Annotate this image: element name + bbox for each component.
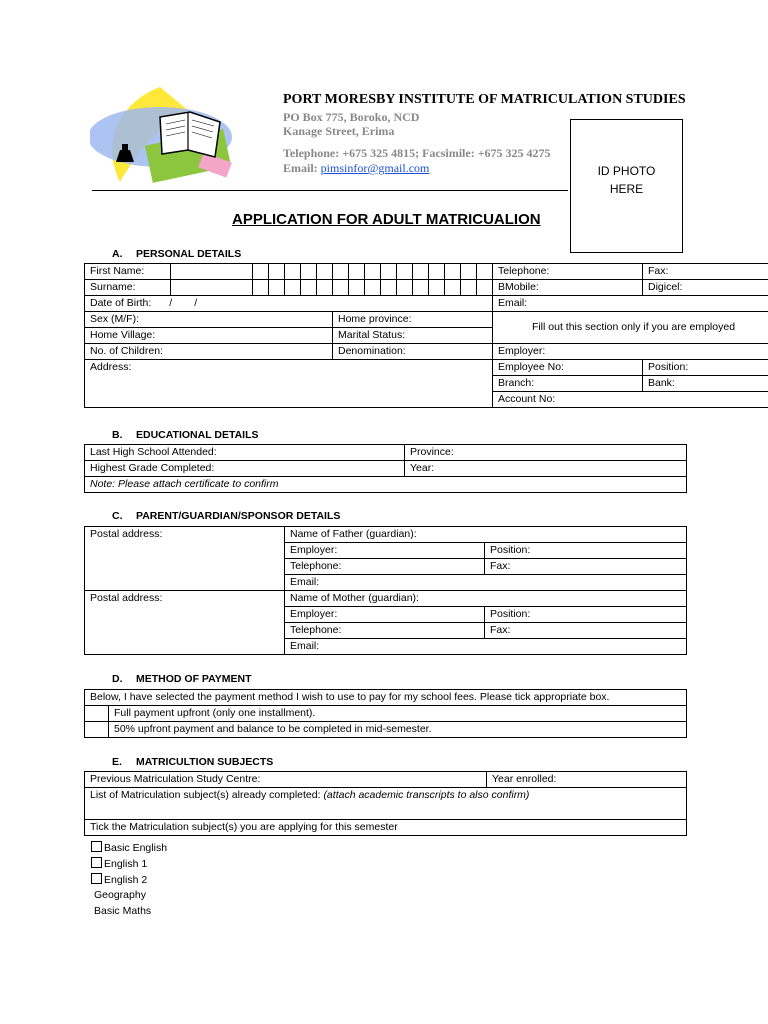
home-village-field[interactable]: Home Village:	[85, 328, 333, 344]
section-b-heading: B. EDUCATIONAL DETAILS	[112, 429, 259, 441]
email-link[interactable]: pimsinfor@gmail.com	[320, 161, 430, 175]
mother-position-field[interactable]: Position:	[485, 607, 687, 623]
mother-employer-field[interactable]: Employer:	[285, 607, 485, 623]
payment-intro: Below, I have selected the payment method I wish to use to pay for my school fees. Please tick appropriate box.	[85, 690, 687, 706]
subject-english-2[interactable]: English 2	[91, 873, 147, 886]
subjects-table	[84, 771, 687, 836]
personal-details-table	[84, 263, 768, 408]
subject-basic-english[interactable]: Basic English	[91, 841, 167, 854]
mother-name-field[interactable]: Name of Mother (guardian):	[285, 591, 687, 607]
id-photo-box	[570, 119, 683, 253]
section-a-heading: A. PERSONAL DETAILS	[112, 248, 242, 260]
branch-field[interactable]: Branch:	[493, 376, 643, 392]
father-position-field[interactable]: Position:	[485, 543, 687, 559]
subject-geography[interactable]: Geography	[94, 889, 146, 901]
checkbox-icon[interactable]	[91, 841, 102, 852]
home-province-field[interactable]: Home province:	[333, 312, 493, 328]
address-field[interactable]: Address:	[85, 360, 493, 408]
full-payment-checkbox[interactable]	[85, 706, 109, 722]
mother-postal-field[interactable]: Postal address:	[85, 591, 285, 655]
mother-email-field[interactable]: Email:	[285, 639, 687, 655]
position-field[interactable]: Position:	[643, 360, 768, 376]
email-field[interactable]: Email:	[493, 296, 768, 312]
subject-basic-maths[interactable]: Basic Maths	[94, 905, 152, 917]
school-field[interactable]: Last High School Attended:	[85, 445, 405, 461]
employed-note: Fill out this section only if you are employed	[493, 312, 768, 344]
father-email-field[interactable]: Email:	[285, 575, 687, 591]
mother-fax-field[interactable]: Fax:	[485, 623, 687, 639]
surname-label: Surname:	[85, 280, 171, 296]
mother-telephone-field[interactable]: Telephone:	[285, 623, 485, 639]
marital-status-field[interactable]: Marital Status:	[333, 328, 493, 344]
sex-field[interactable]: Sex (M/F):	[85, 312, 333, 328]
certificate-note: Note: Please attach certificate to confirm	[85, 477, 687, 493]
subject-english-1[interactable]: English 1	[91, 857, 147, 870]
grade-field[interactable]: Highest Grade Completed:	[85, 461, 405, 477]
address-line-1: PO Box 775, Boroko, NCD	[283, 110, 420, 124]
dob-field[interactable]: Date of Birth: / /	[85, 296, 493, 312]
email-label: Email:	[283, 161, 321, 175]
year-enrolled-field[interactable]: Year enrolled:	[487, 772, 687, 788]
children-field[interactable]: No. of Children:	[85, 344, 333, 360]
father-telephone-field[interactable]: Telephone:	[285, 559, 485, 575]
province-field[interactable]: Province:	[405, 445, 687, 461]
photo-text-2: HERE	[609, 182, 644, 196]
guardian-details-table	[84, 526, 687, 655]
book-logo	[90, 82, 250, 192]
father-name-field[interactable]: Name of Father (guardian):	[285, 527, 687, 543]
employee-no-field[interactable]: Employee No:	[493, 360, 643, 376]
father-fax-field[interactable]: Fax:	[485, 559, 687, 575]
first-name-label: First Name:	[85, 264, 171, 280]
year-field[interactable]: Year:	[405, 461, 687, 477]
form-title: APPLICATION FOR ADULT MATRICUALION	[232, 211, 541, 228]
partial-payment-checkbox[interactable]	[85, 722, 109, 738]
father-postal-field[interactable]: Postal address:	[85, 527, 285, 591]
completed-subjects-field[interactable]: List of Matriculation subject(s) already completed: (attach academic transcripts to also confirm)	[85, 788, 687, 820]
employer-field[interactable]: Employer:	[493, 344, 768, 360]
telephone-line: Telephone: +675 325 4815; Facsimile: +675 325 4275	[283, 146, 551, 160]
fax-field[interactable]: Fax:	[643, 264, 768, 280]
account-no-field[interactable]: Account No:	[493, 392, 768, 408]
section-d-heading: D. METHOD OF PAYMENT	[112, 673, 252, 685]
digicel-field[interactable]: Digicel:	[643, 280, 768, 296]
header-rule	[92, 190, 568, 191]
email-line	[283, 161, 429, 176]
full-payment-label: Full payment upfront (only one installment).	[109, 706, 687, 722]
partial-payment-label: 50% upfront payment and balance to be completed in mid-semester.	[109, 722, 687, 738]
surname-box[interactable]	[171, 280, 253, 296]
first-name-box[interactable]	[171, 264, 253, 280]
telephone-field[interactable]: Telephone:	[493, 264, 643, 280]
checkbox-icon[interactable]	[91, 857, 102, 868]
tick-subjects-label: Tick the Matriculation subject(s) you are applying for this semester	[85, 820, 687, 836]
address-line-2: Kanage Street, Erima	[283, 124, 395, 138]
checkbox-icon[interactable]	[91, 873, 102, 884]
denomination-field[interactable]: Denomination:	[333, 344, 493, 360]
open-book	[160, 112, 220, 157]
payment-method-table	[84, 689, 687, 738]
section-c-heading: C. PARENT/GUARDIAN/SPONSOR DETAILS	[112, 510, 341, 522]
photo-text-1: ID PHOTO	[597, 164, 656, 178]
father-employer-field[interactable]: Employer:	[285, 543, 485, 559]
institute-name: PORT MORESBY INSTITUTE OF MATRICULATION STUDIES	[283, 92, 686, 107]
bmobile-field[interactable]: BMobile:	[493, 280, 643, 296]
section-e-heading: E. MATRICULTION SUBJECTS	[112, 756, 274, 768]
study-centre-field[interactable]: Previous Matriculation Study Centre:	[85, 772, 487, 788]
bank-field[interactable]: Bank:	[643, 376, 768, 392]
educational-details-table	[84, 444, 687, 493]
